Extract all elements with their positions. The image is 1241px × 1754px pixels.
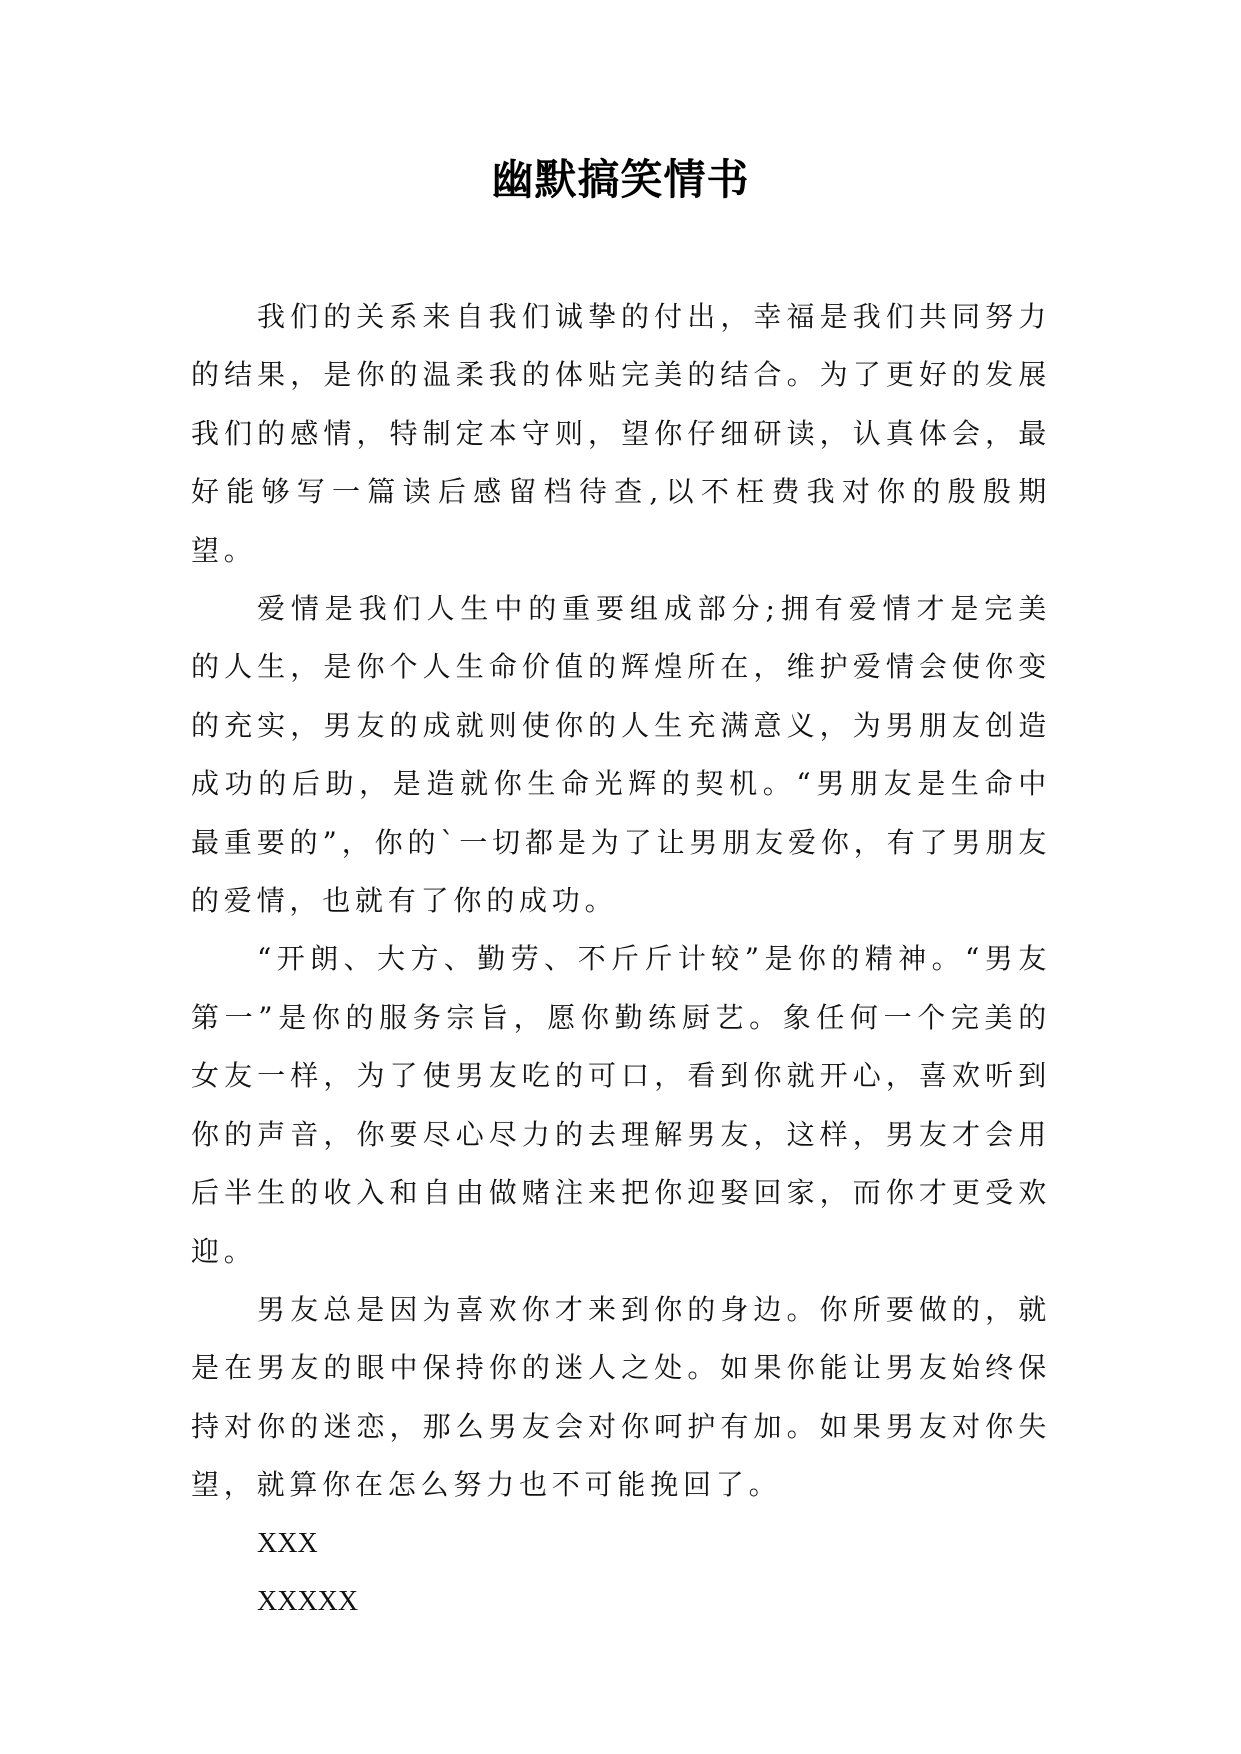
- paragraph: “开朗、大方、勤劳、不斤斤计较”是你的精神。“男友第一”是你的服务宗旨，愿你勤练厨艺。象任何一个完美的女友一样，为了使男友吃的可口，看到你就开心，喜欢听到你的声音，你要尽心尽力的去理解男友，这样，男友才会用后半生的收入和自由做赌注来把你迎娶回家，而你才更受欢迎。: [191, 942, 1051, 1268]
- document-title: 幽默搞笑情书: [491, 155, 750, 204]
- document-body: [191, 288, 1051, 1631]
- date: XXXXX: [257, 1585, 359, 1617]
- paragraph: 爱情是我们人生中的重要组成部分;拥有爱情才是完美的人生，是你个人生命价值的辉煌所在，维护爱情会使你变的充实，男友的成就则使你的人生充满意义，为男朋友创造成功的后助，是造就你生命光辉的契机。“男朋友是生命中最重要的”，你的`一切都是为了让男朋友爱你，有了男朋友的爱情，也就有了你的成功。: [191, 592, 1051, 918]
- signature: XXX: [257, 1527, 318, 1559]
- paragraph: 我们的关系来自我们诚挚的付出，幸福是我们共同努力的结果，是你的温柔我的体贴完美的结合。为了更好的发展我们的感情，特制定本守则，望你仔细研读，认真体会，最好能够写一篇读后感留档待查,以不枉费我对你的殷殷期望。: [191, 300, 1051, 567]
- paragraph: 男友总是因为喜欢你才来到你的身边。你所要做的，就是在男友的眼中保持你的迷人之处。如果你能让男友始终保持对你的迷恋，那么男友会对你呵护有加。如果男友对你失望，就算你在怎么努力也不可能挽回了。: [191, 1292, 1051, 1502]
